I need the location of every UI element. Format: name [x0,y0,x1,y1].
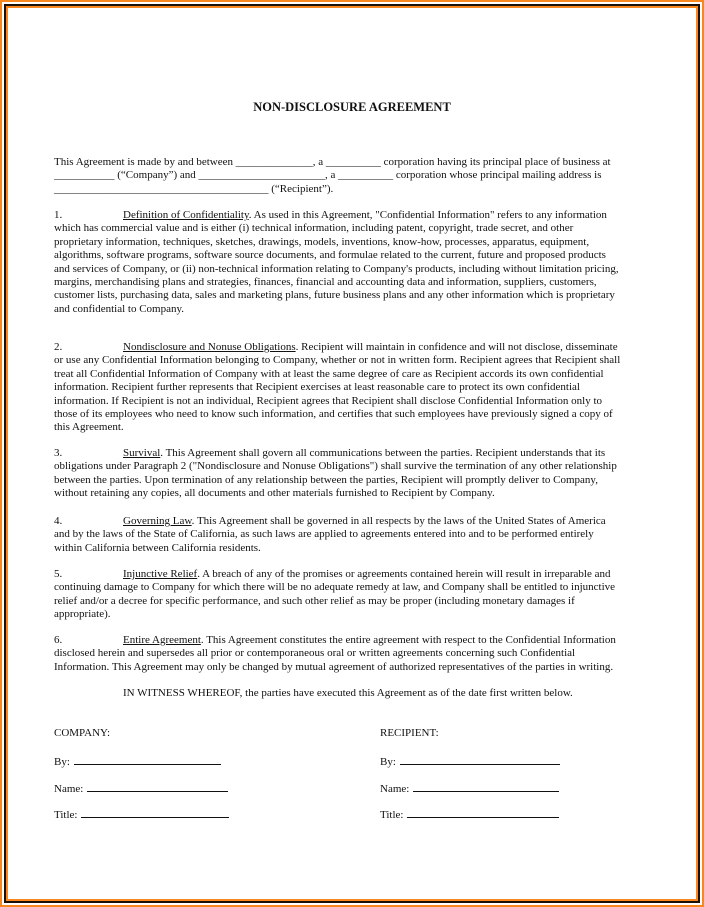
section-3 [54,447,654,501]
company-by-field[interactable] [54,754,221,768]
section-line: without retaining any copies, all documents and other materials furnished to Recipient by Company. [54,487,495,500]
section-line: and by the laws of the State of California, as such laws are applied to agreements entered into and to be performed entirely [54,528,594,541]
section-line: treat all Confidential Information of Company with at least the same degree of care as Recipient accords its own confidential [54,367,604,380]
section-number: 5. [54,568,63,580]
section-line: disclosed herein and supersedes all prior or contemporaneous oral or written agreements concerning such Confidential [54,647,576,660]
section-text: . This Agreement shall govern all communications between the parties. Recipient understands that its [160,447,606,459]
section-first-line [54,634,654,647]
section-1 [54,209,654,316]
section-line: this Agreement. [54,421,124,434]
section-text: . This Agreement shall be governed in all respects by the laws of the United States of America [191,515,606,527]
section-line: margins, merchandising plans and strategies, finances, financial and accounting data and information, suppliers, customers, [54,276,597,289]
signature-line[interactable] [400,754,560,765]
section-first-line [54,515,654,528]
section-line: customer lists, purchasing data, sales and marketing plans, future business plans and any other information which is proprietary [54,289,615,302]
section-line: those of its employees who need to know such information, and certifies that such employees have previously signed a copy of [54,408,613,421]
section-line: algorithms, software programs, software source documents, and formulae related to the current, future and proposed products [54,249,606,262]
section-number: 3. [54,447,63,459]
section-text: . Recipient will maintain in confidence and will not disclose, disseminate [295,341,618,353]
recipient-name-field[interactable] [380,781,559,795]
title-label: Title: [54,809,78,821]
name-label: Name: [54,783,84,795]
section-text: . This Agreement constitutes the entire agreement with respect to the Confidential Information [200,634,616,646]
section-first-line [54,447,654,460]
recipient-by-field[interactable] [380,754,560,768]
section-line: relief and/or a decree for specific performance, and such other relief as may be proper (including monetary damages if [54,594,575,607]
section-line: proprietary information, techniques, sketches, drawings, models, inventions, know-how, processes, apparatus, equipment, [54,235,590,248]
section-4 [54,515,654,555]
signature-line[interactable] [81,807,229,818]
intro-line: _______________________________________ (“Recipient”). [54,182,334,195]
document-title: NON-DISCLOSURE AGREEMENT [253,100,451,114]
section-line: information. Recipient further represents that Recipient exercises at least reasonable care to protect its own confidential [54,381,580,394]
witness-statement: IN WITNESS WHEREOF, the parties have executed this Agreement as of the date first written below. [123,687,573,699]
section-heading: Definition of Confidentiality [123,209,249,221]
section-6 [54,634,654,674]
section-number: 2. [54,341,63,353]
signature-line[interactable] [407,807,559,818]
section-heading: Survival [123,447,161,459]
section-line: between the parties. Upon termination of any relationship between the parties, Recipient will promptly deliver to Company, [54,473,598,486]
intro-paragraph [54,156,654,196]
section-text: . A breach of any of the promises or agreements contained herein will result in irreparable and [197,568,611,580]
section-line: Information. This Agreement may only be changed by mutual agreement of authorized representatives of the parties in writing. [54,660,614,673]
by-label: By: [380,756,396,768]
section-line: information. If Recipient is not an individual, Recipient agrees that Recipient shall disclose Confidential Information only to [54,394,603,407]
section-5 [54,568,654,622]
section-line: or use any Confidential Information belonging to Company, whether or not in written form. Recipient agrees that Recipient shall [54,354,621,367]
signature-line[interactable] [413,781,559,792]
by-label: By: [54,756,70,768]
section-2 [54,341,654,435]
section-text: . As used in this Agreement, "Confidential Information" refers to any information [248,209,607,221]
section-line: and confidential to Company. [54,302,185,315]
section-first-line [54,341,654,354]
intro-line: ___________ (“Company”) and _______________________, a __________ corporation whose principal mailing address is [54,169,602,182]
section-line: which has commercial value and is either (i) technical information, including patent, copyright, trade secret, and other [54,222,574,235]
section-number: 1. [54,209,63,221]
section-heading: Governing Law [123,515,192,527]
signature-line[interactable] [74,754,221,765]
section-heading: Nondisclosure and Nonuse Obligations [123,341,296,353]
title-label: Title: [380,809,404,821]
name-label: Name: [380,783,410,795]
section-number: 4. [54,515,63,527]
recipient-label: RECIPIENT: [380,727,439,739]
intro-line: This Agreement is made by and between ______________, a __________ corporation having its principal place of business at [54,156,611,168]
section-line: obligations under Paragraph 2 ("Nondisclosure and Nonuse Obligations") shall survive the termination of any other relationship [54,460,617,473]
section-line: and services of Company, or (ii) non-technical information relating to Company's products, including without limitation pricing, [54,262,619,275]
section-first-line [54,209,654,222]
section-line: continuing damage to Company for which there will be no adequate remedy at law, and Company shall be entitled to injunctive [54,581,616,594]
section-heading: Entire Agreement [123,634,201,646]
section-line: within California between California residents. [54,541,261,554]
section-line: appropriate). [54,608,111,621]
recipient-title-field[interactable] [380,807,559,821]
section-first-line [54,568,654,581]
section-number: 6. [54,634,63,646]
company-title-field[interactable] [54,807,229,821]
company-name-field[interactable] [54,781,228,795]
section-heading: Injunctive Relief [123,568,198,580]
company-label: COMPANY: [54,727,111,739]
signature-line[interactable] [87,781,228,792]
